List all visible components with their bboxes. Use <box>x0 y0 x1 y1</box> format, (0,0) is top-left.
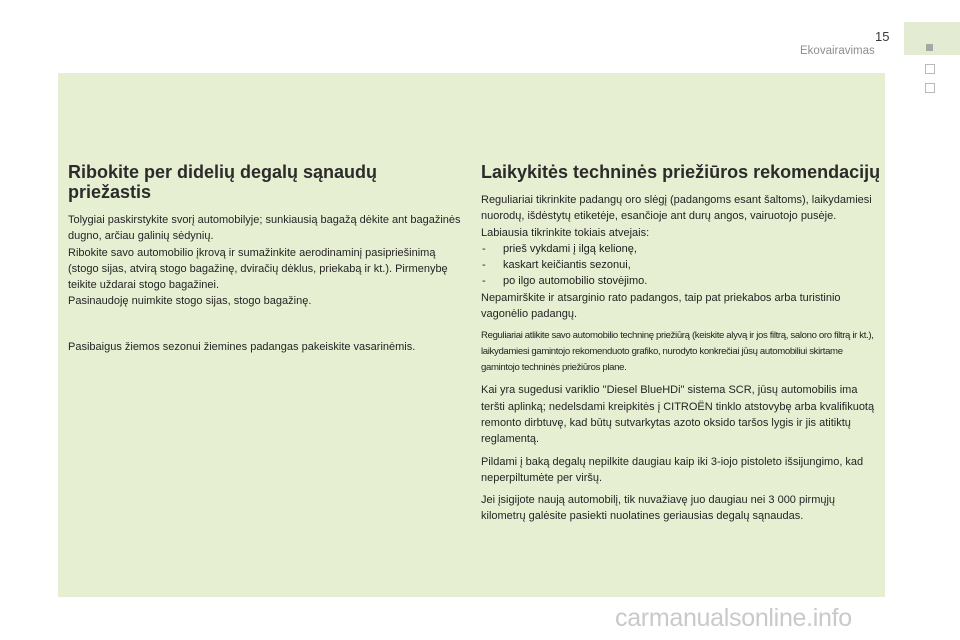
content-panel <box>58 73 885 597</box>
winter-tyres-note: Pasibaigus žiemos sezonui žiemines padangas pakeiskite vasarinėmis. <box>68 340 416 353</box>
tyre-pressure-paragraph: Reguliariai tikrinkite padangų oro slėgį (padangoms esant šaltoms), laikydamiesi nuorodų, išdėstytų etiketėje, esančioje ant durų angos, vairuotojo pusėje. <box>481 194 872 223</box>
section-name: Ekovairavimas <box>800 45 875 57</box>
check-lead: Labiausia tikrinkite tokiais atvejais: <box>481 226 650 239</box>
spare-tyre-note: Nepamirškite ir atsarginio rato padangos, taip pat priekabos arba turistinio vagonėlio padangų. <box>481 291 841 321</box>
watermark: carmanualsonline.info <box>615 604 852 632</box>
paragraph: Pasinaudoję nuimkite stogo sijas, stogo bagažinę. <box>68 295 312 308</box>
new-car-note: Jei įsigijote naują automobilį, tik nuvažiavę juo daugiau nei 3 000 pirmųjų kilometrų galėsite pasiekti nuolatines geriausias degalų sąnaudas. <box>481 494 836 523</box>
fuel-filling-note: Pildami į baką degalų nepilkite daugiau kaip iki 3-iojo pistoleto išsijungimo, kad neperpiltumėte per viršų. <box>481 455 864 484</box>
right-column <box>481 162 881 525</box>
left-column <box>68 162 463 355</box>
list-item: - prieš vykdami į ilgą kelionę, <box>481 241 881 257</box>
active-chapter-marker-icon <box>926 44 933 51</box>
check-list <box>481 241 881 290</box>
paragraph: Tolygiai paskirstykite svorį automobilyje; sunkiausią bagažą dėkite ant bagažinės dugno, arčiau galinių sėdynių. <box>68 214 461 243</box>
right-column-title: Laikykitės techninės priežiūros rekomendacijų <box>481 162 881 182</box>
maintenance-note: Reguliariai atlikite savo automobilio techninę priežiūrą (keiskite alyvą ir jos filtrą, salono oro filtrą ir kt.), laikydamiesi gamintojo rekomenduoto grafiko, nurodyto konkrečiai jūsų automobiliui skirtame gamintojo techninės priežiūros plane. <box>481 330 874 374</box>
scr-system-note: Kai yra sugedusi variklio "Diesel BlueHDi" sistema SCR, jūsų automobilis ima teršti aplinką; nedelsdami kreipkitės į CITROËN tinklo atstovybę arba kvalifikuotą remonto dirbtuvę, kad būtų sutvarkytas azoto oksido taršos lygis ir jis atitiktų reglamentą. <box>481 384 875 446</box>
page-number: 15 <box>875 29 890 44</box>
list-item: - po ilgo automobilio stovėjimo. <box>481 273 881 289</box>
paragraph: Ribokite savo automobilio įkrovą ir sumažinkite aerodinaminį pasipriešinimą (stogo sijas, atvirą stogo bagažinę, dviračių dėklus, priekabą ir kt.). Pirmenybę teikite uždarai stogo bagažinei. <box>68 246 448 292</box>
chapter-marker-icon <box>925 64 935 74</box>
left-column-title: Ribokite per didelių degalų sąnaudų priežastis <box>68 162 378 202</box>
chapter-marker-icon <box>925 83 935 93</box>
list-item: - kaskart keičiantis sezonui, <box>481 257 881 273</box>
